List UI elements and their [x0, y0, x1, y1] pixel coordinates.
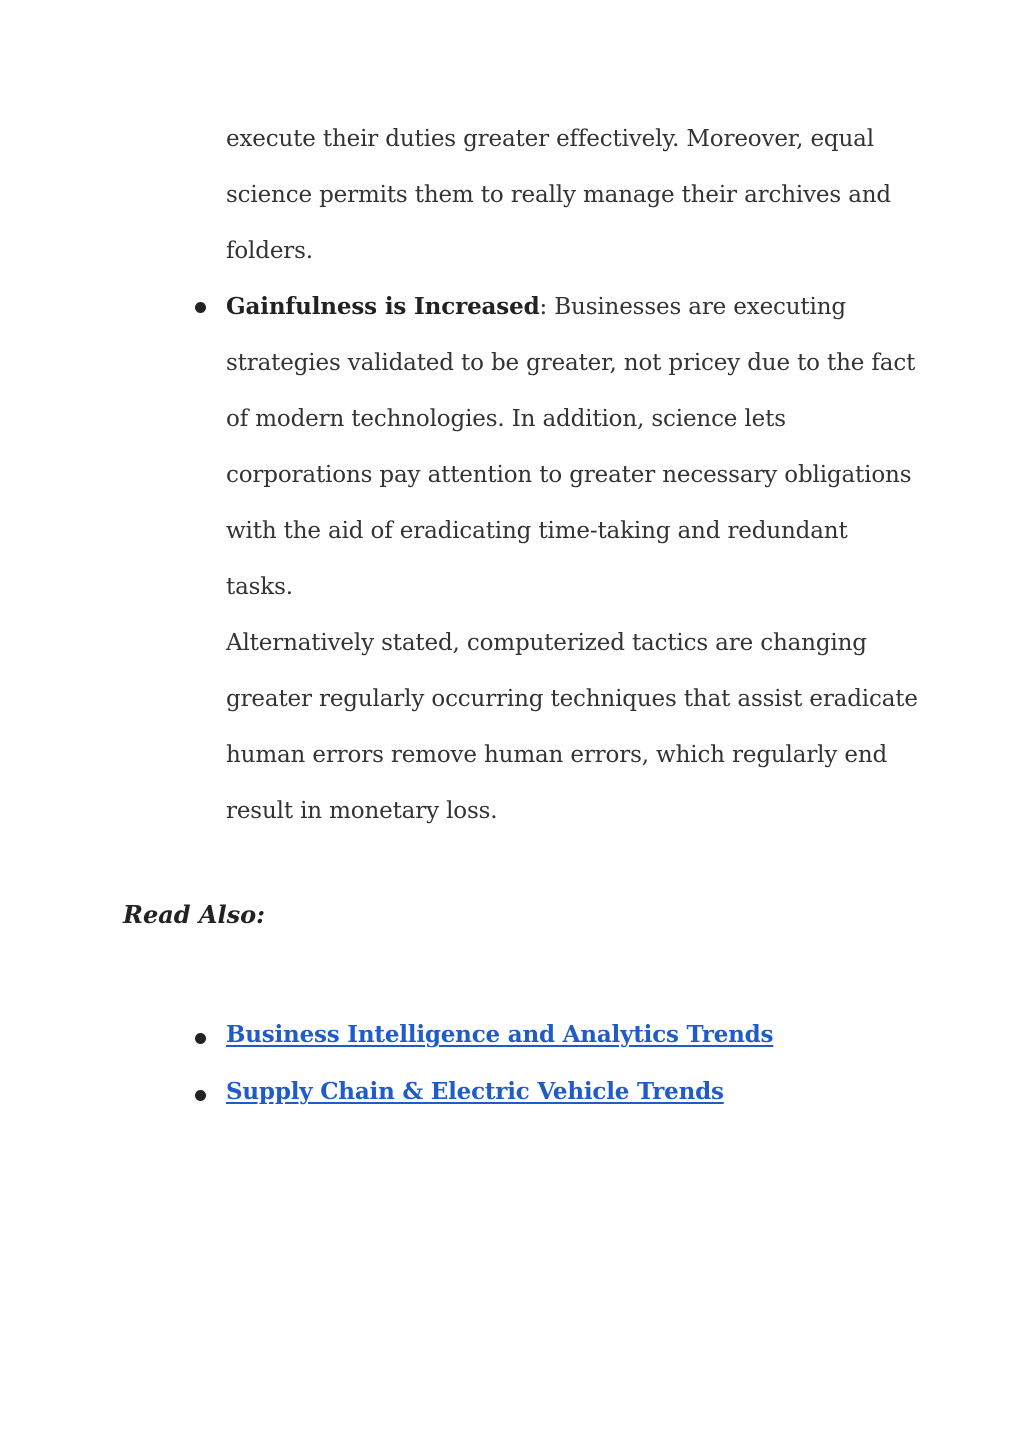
bullet-icon [194, 1089, 208, 1103]
paragraph-line: tasks. [226, 574, 293, 600]
link-supply-chain[interactable]: Supply Chain & Electric Vehicle Trends [226, 1078, 724, 1105]
bullet-icon [194, 301, 208, 315]
list-item-text: : Businesses are executing [539, 294, 846, 320]
paragraph-line: greater regularly occurring techniques that assist eradicate [226, 686, 918, 712]
read-also-heading: Read Also: [123, 900, 266, 929]
paragraph-line: of modern technologies. In addition, science lets [226, 406, 786, 432]
paragraph-line: human errors remove human errors, which regularly end [226, 742, 888, 768]
paragraph-line: strategies validated to be greater, not pricey due to the fact [226, 350, 916, 376]
list-item-title: Gainfulness is Increased [226, 293, 540, 320]
paragraph-line: corporations pay attention to greater necessary obligations [226, 462, 912, 488]
paragraph-line: Alternatively stated, computerized tactics are changing [226, 630, 867, 656]
paragraph-line: science permits them to really manage their archives and [226, 182, 891, 208]
paragraph-line: result in monetary loss. [226, 798, 498, 824]
list-item-gainfulness [226, 292, 846, 322]
paragraph-line: folders. [226, 238, 313, 264]
paragraph-line: with the aid of eradicating time-taking and redundant [226, 518, 848, 544]
link-business-intelligence[interactable]: Business Intelligence and Analytics Trends [226, 1021, 774, 1048]
paragraph-line: execute their duties greater effectively. Moreover, equal [226, 126, 874, 152]
bullet-icon [194, 1032, 208, 1046]
